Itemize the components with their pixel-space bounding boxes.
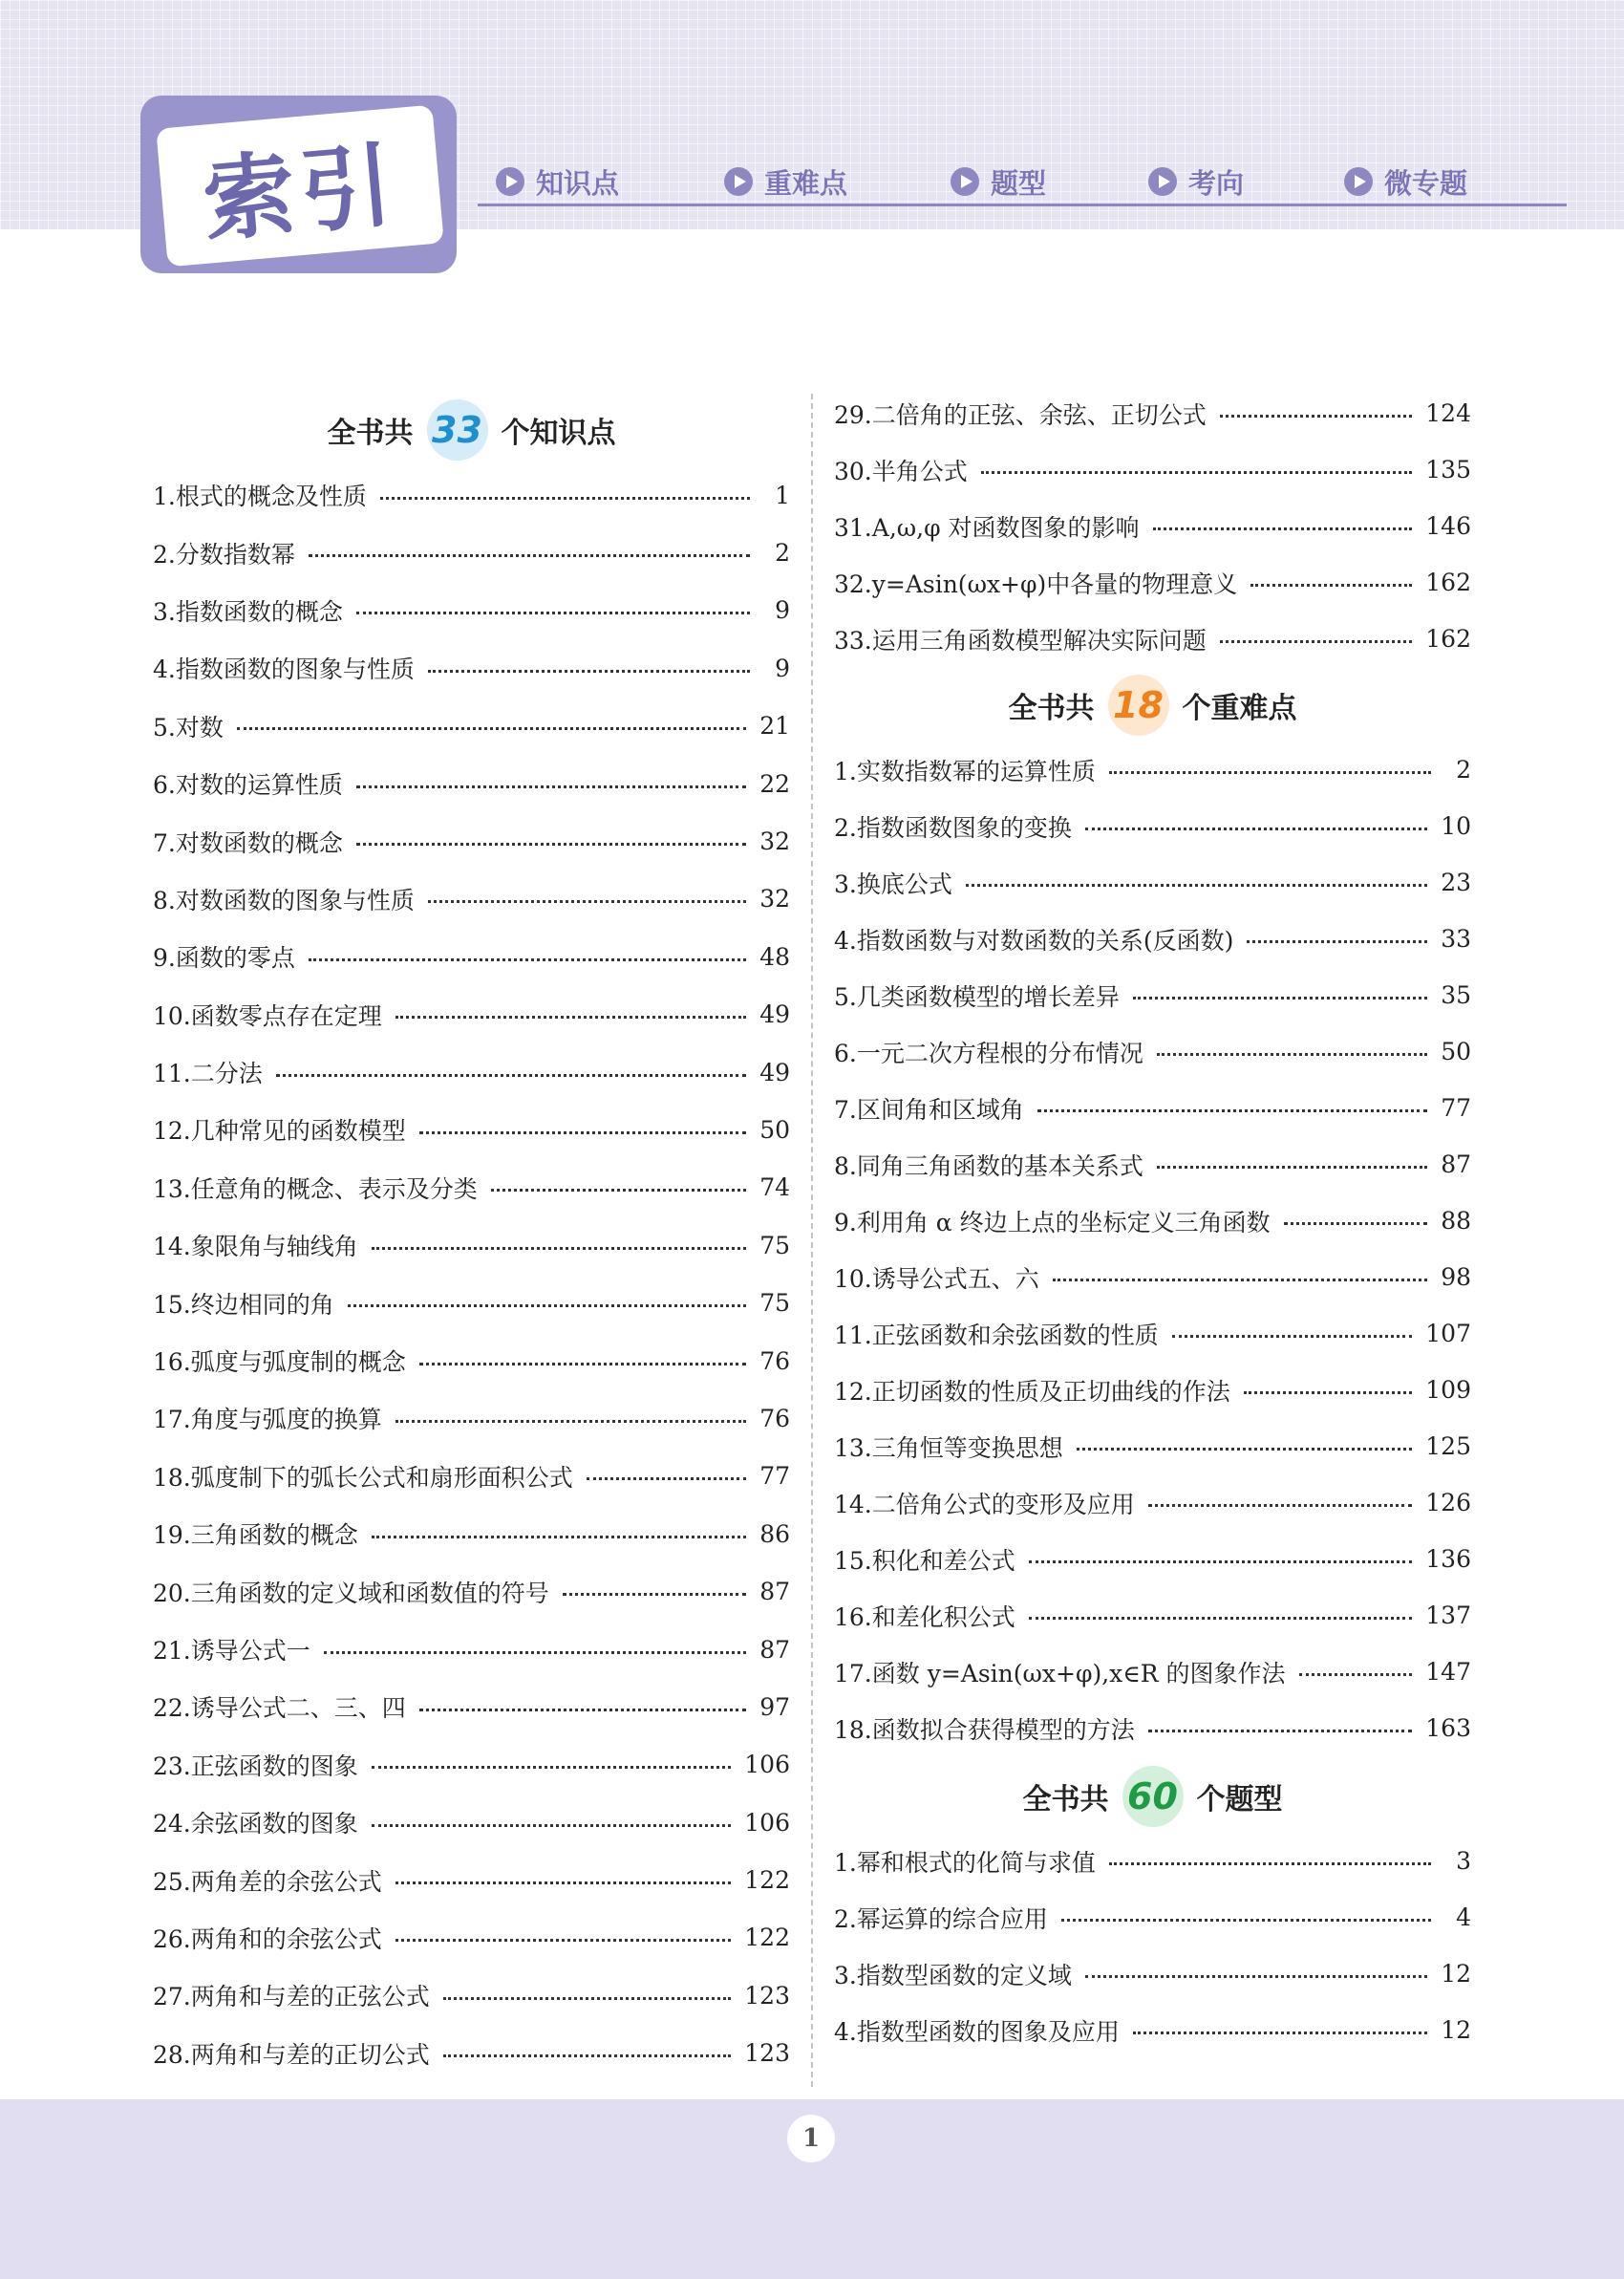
toc-entry[interactable] xyxy=(153,639,790,697)
toc-entry[interactable] xyxy=(834,967,1471,1023)
dot-leader xyxy=(1220,640,1413,643)
toc-entry[interactable] xyxy=(153,986,790,1043)
dot-leader xyxy=(356,612,750,614)
nav-item-question-types[interactable]: 题型 xyxy=(951,158,1046,205)
toc-entry-page: 76 xyxy=(759,1346,790,1375)
dot-leader xyxy=(419,1131,746,1134)
toc-entry-page: 106 xyxy=(744,1751,790,1779)
toc-entry[interactable] xyxy=(834,611,1471,667)
toc-entry-label: 28.两角和与差的正切公式 xyxy=(153,2040,430,2069)
toc-entry-label: 11.正弦函数和余弦函数的性质 xyxy=(834,1321,1159,1349)
dot-leader xyxy=(443,1997,732,2000)
toc-entry-label: 15.终边相同的角 xyxy=(153,1290,334,1319)
toc-entry[interactable] xyxy=(153,871,790,928)
toc-entry-page: 125 xyxy=(1425,1432,1471,1460)
dot-leader xyxy=(428,900,746,903)
index-title-card xyxy=(156,105,444,268)
toc-entry-label: 15.积化和差公式 xyxy=(834,1546,1015,1575)
toc-entry-page: 4 xyxy=(1456,1903,1471,1931)
toc-entry[interactable] xyxy=(153,1562,790,1620)
toc-entry-label: 7.对数函数的概念 xyxy=(153,828,343,857)
count-badge: 18 xyxy=(1108,675,1169,736)
toc-entry[interactable] xyxy=(153,524,790,581)
toc-entry[interactable] xyxy=(834,1889,1471,1946)
count-badge: 60 xyxy=(1122,1766,1184,1827)
toc-entry[interactable] xyxy=(153,1332,790,1389)
dot-leader xyxy=(1061,1919,1431,1922)
dot-leader xyxy=(443,2054,732,2057)
toc-entry-page: 50 xyxy=(759,1115,790,1144)
toc-entry-label: 2.分数指数幂 xyxy=(153,540,295,569)
toc-entry-page: 77 xyxy=(759,1462,790,1491)
toc-entry-page: 50 xyxy=(1441,1038,1471,1065)
toc-entry-label: 2.幂运算的综合应用 xyxy=(834,1904,1048,1933)
toc-entry[interactable] xyxy=(153,1678,790,1735)
dot-leader xyxy=(1220,415,1413,418)
dot-leader xyxy=(356,843,746,846)
toc-entry[interactable] xyxy=(834,1362,1471,1418)
dot-leader xyxy=(372,1247,746,1250)
toc-entry-label: 12.正切函数的性质及正切曲线的作法 xyxy=(834,1377,1230,1406)
toc-entry-page: 87 xyxy=(759,1578,790,1606)
toc-entry-page: 76 xyxy=(759,1404,790,1432)
left-column xyxy=(153,394,790,2082)
nav-item-key-points[interactable]: 重难点 xyxy=(724,158,847,205)
toc-entry-page: 87 xyxy=(1441,1150,1471,1178)
toc-entry[interactable] xyxy=(153,1909,790,1967)
toc-entry[interactable] xyxy=(834,1249,1471,1305)
dot-leader xyxy=(1247,940,1427,943)
toc-entry-label: 18.弧度制下的弧长公式和扇形面积公式 xyxy=(153,1463,573,1492)
toc-entry[interactable] xyxy=(153,1216,790,1274)
page-number: 1 xyxy=(787,2115,835,2162)
dot-leader xyxy=(395,1881,732,1884)
toc-entry-page: 23 xyxy=(1441,869,1471,896)
toc-entry-label: 25.两角差的余弦公式 xyxy=(153,1867,382,1896)
toc-entry-label: 1.实数指数幂的运算性质 xyxy=(834,757,1096,785)
index-title: 索引 xyxy=(199,131,403,255)
toc-entry[interactable] xyxy=(834,498,1471,554)
toc-entry[interactable] xyxy=(153,928,790,985)
dot-leader xyxy=(395,1016,746,1019)
dot-leader xyxy=(563,1593,746,1596)
toc-entry[interactable] xyxy=(153,2025,790,2082)
toc-entry-label: 20.三角函数的定义域和函数值的符号 xyxy=(153,1579,549,1607)
toc-entry-label: 13.三角恒等变换思想 xyxy=(834,1433,1063,1462)
dot-leader xyxy=(1250,584,1412,587)
toc-entry-page: 12 xyxy=(1441,2016,1471,2044)
section-title-knowledge: 全书共 33 个知识点 xyxy=(153,394,790,466)
knowledge-list-continued xyxy=(834,385,1471,667)
toc-entry[interactable] xyxy=(834,854,1471,911)
dot-leader xyxy=(309,958,746,961)
dot-leader xyxy=(1172,1335,1413,1338)
dot-leader xyxy=(348,1304,746,1307)
toc-entry-page: 32 xyxy=(759,828,790,856)
toc-entry-page: 87 xyxy=(759,1635,790,1664)
toc-entry-page: 33 xyxy=(1441,925,1471,953)
toc-entry[interactable] xyxy=(153,1736,790,1794)
toc-entry[interactable] xyxy=(153,1967,790,2024)
dot-leader xyxy=(1153,527,1413,530)
toc-entry-page: 86 xyxy=(759,1519,790,1548)
question-types-list xyxy=(834,1833,1471,2058)
toc-entry-label: 11.二分法 xyxy=(153,1060,263,1088)
nav-item-micro-topics[interactable]: 微专题 xyxy=(1344,158,1467,205)
toc-entry-page: 49 xyxy=(759,1000,790,1029)
toc-entry[interactable] xyxy=(834,1080,1471,1136)
toc-entry-page: 146 xyxy=(1425,512,1471,540)
dot-leader xyxy=(276,1074,746,1077)
toc-entry-page: 2 xyxy=(1456,756,1471,784)
toc-entry-label: 5.对数 xyxy=(153,713,224,742)
toc-entry-page: 35 xyxy=(1441,981,1471,1009)
section-title-question-types: 全书共 60 个题型 xyxy=(834,1760,1471,1833)
dot-leader xyxy=(1133,997,1427,1000)
dot-leader xyxy=(1029,1560,1413,1563)
toc-entry-page: 124 xyxy=(1425,399,1471,427)
nav-underline xyxy=(478,204,1567,206)
toc-entry-label: 14.象限角与轴线角 xyxy=(153,1233,358,1261)
toc-entry-page: 162 xyxy=(1425,625,1471,653)
dot-leader xyxy=(1085,828,1427,830)
toc-entry[interactable] xyxy=(153,1159,790,1216)
toc-entry[interactable] xyxy=(834,1531,1471,1587)
toc-entry[interactable] xyxy=(153,582,790,639)
dot-leader xyxy=(428,670,750,673)
toc-entry-page: 137 xyxy=(1425,1602,1471,1629)
dot-leader xyxy=(587,1477,746,1480)
dot-leader xyxy=(1244,1391,1413,1394)
knowledge-list xyxy=(153,466,790,2082)
toc-entry-label: 18.函数拟合获得模型的方法 xyxy=(834,1715,1135,1744)
toc-entry-page: 22 xyxy=(759,769,790,798)
toc-entry[interactable] xyxy=(834,1305,1471,1362)
toc-entry-page: 32 xyxy=(759,885,790,914)
toc-entry[interactable] xyxy=(153,1505,790,1562)
toc-entry-page: 3 xyxy=(1456,1847,1471,1875)
toc-entry[interactable] xyxy=(153,1851,790,1908)
toc-entry-label: 30.半角公式 xyxy=(834,457,968,485)
play-icon xyxy=(496,167,524,196)
dot-leader xyxy=(1284,1222,1428,1225)
dot-leader xyxy=(324,1651,746,1654)
dot-leader xyxy=(372,1824,732,1827)
toc-entry-label: 19.三角函数的概念 xyxy=(153,1521,358,1550)
toc-entry[interactable] xyxy=(153,1794,790,1851)
toc-entry-page: 107 xyxy=(1425,1320,1471,1347)
toc-entry-label: 21.诱导公式一 xyxy=(153,1637,310,1665)
toc-entry-label: 7.区间角和区域角 xyxy=(834,1095,1024,1124)
toc-entry-page: 109 xyxy=(1425,1376,1471,1404)
toc-entry-page: 1 xyxy=(775,481,790,509)
toc-entry-label: 6.对数的运算性质 xyxy=(153,771,343,800)
toc-entry-label: 33.运用三角函数模型解决实际问题 xyxy=(834,626,1207,655)
dot-leader xyxy=(356,785,746,788)
toc-entry[interactable] xyxy=(834,742,1471,798)
toc-entry-label: 22.诱导公式二、三、四 xyxy=(153,1694,406,1723)
dot-leader xyxy=(1299,1673,1413,1676)
toc-entry-label: 3.换底公式 xyxy=(834,870,952,898)
toc-entry[interactable] xyxy=(153,1448,790,1505)
play-icon xyxy=(951,167,979,196)
toc-entry-page: 98 xyxy=(1441,1263,1471,1291)
dot-leader xyxy=(309,554,750,557)
dot-leader xyxy=(981,471,1413,474)
toc-entry-page: 147 xyxy=(1425,1658,1471,1686)
dot-leader xyxy=(372,1536,746,1538)
toc-entry[interactable] xyxy=(834,1587,1471,1644)
toc-entry-label: 3.指数型函数的定义域 xyxy=(834,1961,1072,1989)
toc-entry[interactable] xyxy=(834,1023,1471,1080)
toc-entry[interactable] xyxy=(153,698,790,755)
dot-leader xyxy=(380,497,750,500)
section-title-key-points: 全书共 18 个重难点 xyxy=(834,669,1471,742)
toc-entry-page: 135 xyxy=(1425,456,1471,484)
toc-entry-page: 122 xyxy=(744,1924,790,1952)
toc-entry[interactable] xyxy=(834,798,1471,854)
toc-entry-label: 16.弧度与弧度制的概念 xyxy=(153,1348,406,1377)
play-icon xyxy=(1148,167,1177,196)
toc-entry-label: 14.二倍角公式的变形及应用 xyxy=(834,1490,1135,1518)
toc-entry-page: 126 xyxy=(1425,1489,1471,1516)
toc-entry-page: 74 xyxy=(759,1173,790,1202)
dot-leader xyxy=(1109,771,1431,774)
toc-entry[interactable] xyxy=(834,1700,1471,1756)
toc-entry-label: 10.函数零点存在定理 xyxy=(153,1001,382,1030)
column-divider xyxy=(811,394,813,2087)
toc-entry-page: 122 xyxy=(744,1866,790,1895)
toc-entry-page: 21 xyxy=(759,712,790,741)
toc-entry-page: 97 xyxy=(759,1692,790,1721)
toc-entry-page: 10 xyxy=(1441,812,1471,840)
toc-entry-page: 163 xyxy=(1425,1714,1471,1742)
dot-leader xyxy=(395,1939,732,1942)
dot-leader xyxy=(1148,1730,1413,1732)
dot-leader xyxy=(1157,1166,1427,1169)
toc-entry[interactable] xyxy=(834,385,1471,441)
toc-entry-label: 32.y=Asin(ωx+φ)中各量的物理意义 xyxy=(834,570,1238,598)
toc-entry-label: 4.指数函数的图象与性质 xyxy=(153,656,415,684)
toc-entry[interactable] xyxy=(153,812,790,870)
play-icon xyxy=(1344,167,1373,196)
dot-leader xyxy=(1133,2032,1427,2034)
toc-entry-page: 12 xyxy=(1441,1960,1471,1988)
toc-entry[interactable] xyxy=(834,441,1471,498)
toc-entry-page: 75 xyxy=(759,1231,790,1259)
toc-entry-page: 106 xyxy=(744,1808,790,1837)
toc-entry[interactable] xyxy=(834,1136,1471,1193)
toc-entry-label: 1.根式的概念及性质 xyxy=(153,483,367,511)
dot-leader xyxy=(1085,1975,1427,1978)
toc-entry-label: 27.两角和与差的正弦公式 xyxy=(153,1983,430,2011)
dot-leader xyxy=(966,884,1427,887)
toc-entry-label: 6.一元二次方程根的分布情况 xyxy=(834,1039,1143,1067)
toc-entry-label: 24.余弦函数的图象 xyxy=(153,1810,358,1838)
dot-leader xyxy=(1029,1617,1413,1620)
dot-leader xyxy=(1037,1109,1427,1112)
toc-entry-page: 88 xyxy=(1441,1207,1471,1235)
toc-entry-label: 2.指数函数图象的变换 xyxy=(834,813,1072,842)
toc-entry[interactable] xyxy=(834,1474,1471,1531)
toc-entry[interactable] xyxy=(834,1418,1471,1474)
toc-entry-label: 16.和差化积公式 xyxy=(834,1602,1015,1631)
toc-entry-page: 123 xyxy=(744,2039,790,2068)
toc-entry-page: 75 xyxy=(759,1289,790,1318)
play-icon xyxy=(724,167,753,196)
right-column xyxy=(834,385,1471,2058)
toc-entry-label: 17.函数 y=Asin(ωx+φ),x∈R 的图象作法 xyxy=(834,1659,1286,1688)
toc-entry[interactable] xyxy=(834,1644,1471,1700)
toc-entry-label: 26.两角和的余弦公式 xyxy=(153,1924,382,1953)
toc-entry-label: 9.函数的零点 xyxy=(153,944,295,973)
nav-item-exam-direction[interactable]: 考向 xyxy=(1148,158,1244,205)
toc-entry-page: 77 xyxy=(1441,1094,1471,1122)
dot-leader xyxy=(1053,1279,1427,1281)
toc-entry-label: 31.A,ω,φ 对函数图象的影响 xyxy=(834,513,1140,542)
nav-item-knowledge[interactable]: 知识点 xyxy=(496,158,619,205)
toc-entry[interactable] xyxy=(153,1274,790,1331)
toc-entry-label: 23.正弦函数的图象 xyxy=(153,1752,358,1780)
toc-entry-page: 9 xyxy=(775,654,790,682)
toc-entry[interactable] xyxy=(834,554,1471,611)
dot-leader xyxy=(491,1189,746,1192)
toc-entry[interactable] xyxy=(153,1043,790,1101)
index-title-box xyxy=(140,96,457,273)
toc-entry[interactable] xyxy=(153,755,790,812)
toc-entry[interactable] xyxy=(153,1101,790,1158)
toc-entry[interactable] xyxy=(834,911,1471,967)
toc-entry-label: 5.几类函数模型的增长差异 xyxy=(834,982,1120,1011)
toc-entry[interactable] xyxy=(153,1621,790,1678)
index-nav xyxy=(478,158,1576,205)
dot-leader xyxy=(1109,1862,1431,1865)
toc-entry-label: 4.指数型函数的图象及应用 xyxy=(834,2017,1120,2046)
toc-entry-page: 136 xyxy=(1425,1545,1471,1573)
toc-entry[interactable] xyxy=(834,1946,1471,2002)
dot-leader xyxy=(1077,1448,1413,1451)
toc-entry-label: 29.二倍角的正弦、余弦、正切公式 xyxy=(834,400,1207,429)
toc-entry-label: 17.角度与弧度的换算 xyxy=(153,1406,382,1434)
toc-entry[interactable] xyxy=(834,2002,1471,2058)
count-badge: 33 xyxy=(427,399,488,461)
toc-entry-label: 9.利用角 α 终边上点的坐标定义三角函数 xyxy=(834,1208,1271,1236)
dot-leader xyxy=(419,1709,746,1711)
toc-entry-page: 123 xyxy=(744,1981,790,2010)
toc-entry-label: 10.诱导公式五、六 xyxy=(834,1264,1039,1293)
dot-leader xyxy=(372,1766,732,1769)
toc-entry-label: 8.同角三角函数的基本关系式 xyxy=(834,1151,1143,1180)
dot-leader xyxy=(237,727,746,730)
toc-entry-label: 1.幂和根式的化简与求值 xyxy=(834,1848,1096,1877)
toc-entry-page: 48 xyxy=(759,942,790,971)
dot-leader xyxy=(1157,1053,1427,1056)
dot-leader xyxy=(1148,1504,1413,1507)
toc-entry-page: 2 xyxy=(775,539,790,568)
toc-entry-label: 8.对数函数的图象与性质 xyxy=(153,886,415,914)
toc-entry[interactable] xyxy=(834,1193,1471,1249)
toc-entry[interactable] xyxy=(153,466,790,524)
toc-entry[interactable] xyxy=(834,1833,1471,1889)
dot-leader xyxy=(395,1420,746,1423)
toc-entry-page: 9 xyxy=(775,596,790,625)
toc-entry-page: 49 xyxy=(759,1058,790,1086)
toc-entry-label: 3.指数函数的概念 xyxy=(153,597,343,626)
key-points-list xyxy=(834,742,1471,1756)
toc-entry-label: 12.几种常见的函数模型 xyxy=(153,1117,406,1146)
toc-entry[interactable] xyxy=(153,1389,790,1447)
toc-entry-page: 162 xyxy=(1425,569,1471,596)
toc-entry-label: 13.任意角的概念、表示及分类 xyxy=(153,1174,478,1203)
dot-leader xyxy=(419,1363,746,1365)
toc-entry-label: 4.指数函数与对数函数的关系(反函数) xyxy=(834,926,1234,955)
